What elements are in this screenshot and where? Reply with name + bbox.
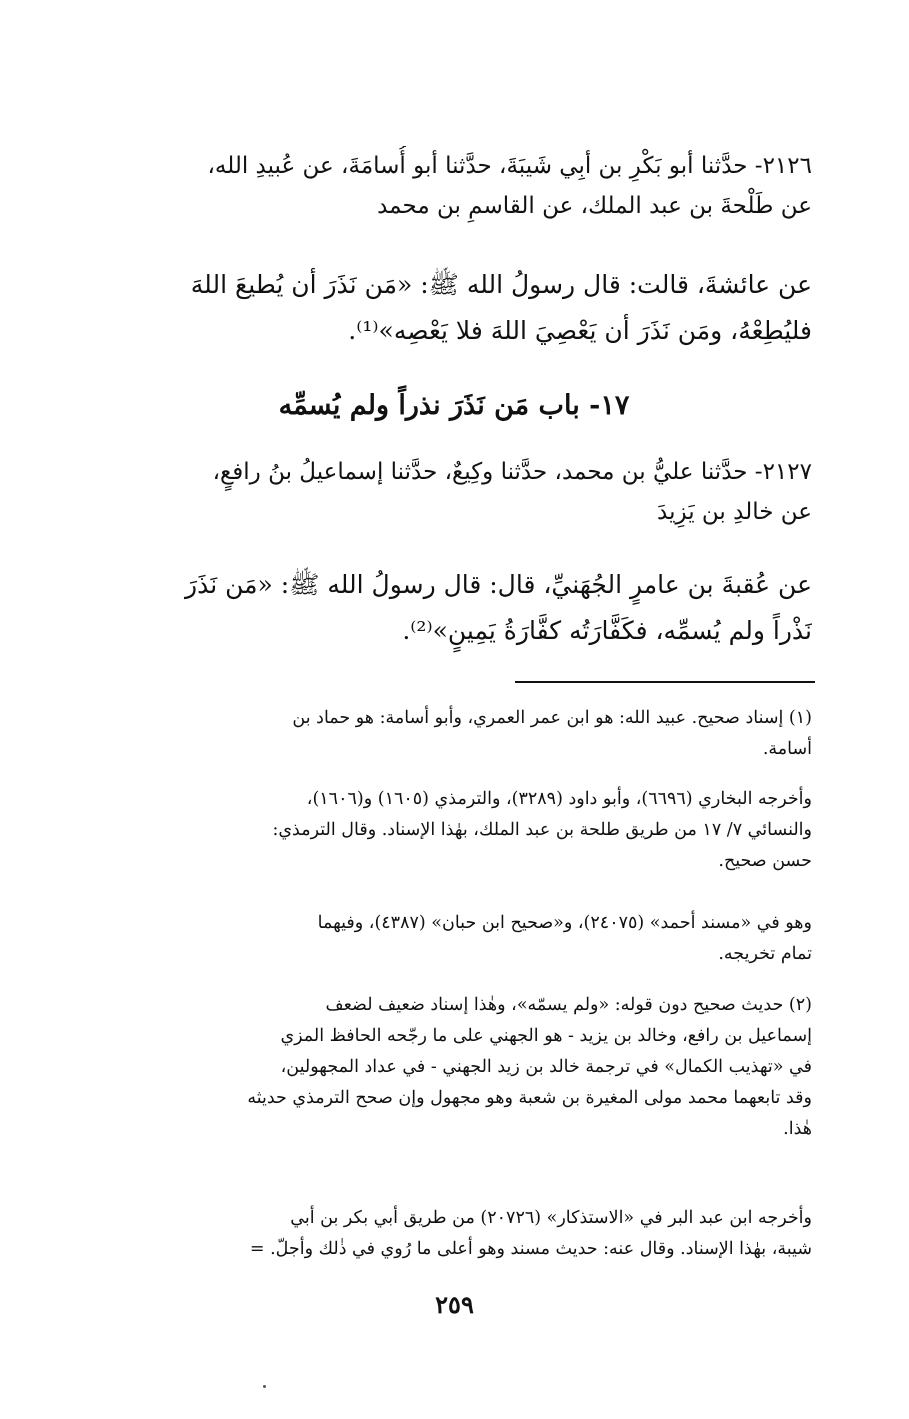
footnote-line: والنسائي ٧/ ١٧ من طريق طلحة بن عبد الملك، بهٰذا الإسناد. وقال الترمذي: [272,820,812,840]
footnote-line: تمام تخريجه. [718,944,812,964]
footnote-1-references [96,908,812,970]
footnote-2 [96,990,812,1145]
footnote-line: شيبة، بهٰذا الإسناد. وقال عنه: حديث مسند وهو أعلى ما رُوي في ذٰلك وأجلّ. = [249,1239,812,1259]
footnote-line: (١) إسناد صحيح. عبيد الله: هو ابن عمر العمري، وأبو أسامة: هو حماد بن [292,708,812,728]
footnote-line: وهو في «مسند أحمد» (٢٤٠٧٥)، و«صحيح ابن حبان» (٤٣٨٧)، وفيهما [317,913,812,933]
text-line: فليُطِعْهُ، ومَن نَذَرَ أن يَعْصِيَ اللهَ فلا يَعْصِه»⁽¹⁾. [348,316,812,345]
footnote-line: إسماعيل بن رافع، وخالد بن يزيد - هو الجهني على ما رجّحه الحافظ المزي [280,1026,812,1046]
text-line: عن عُقبةَ بن عامرٍ الجُهَنيِّ، قال: قال رسولُ الله ﷺ: «مَن نَذَرَ [185,570,812,599]
footnote-separator [515,681,815,683]
page-number: ٢٥٩ [435,1290,474,1319]
footnote-line: هٰذا. [783,1119,812,1139]
hadith-2126-matn [96,262,812,354]
footnote-1-takhrij [96,784,812,877]
text-line: عن عائشةَ، قالت: قال رسولُ الله ﷺ: «مَن نَذَرَ أن يُطيعَ اللهَ [190,270,812,299]
hadith-2127-matn [96,562,812,654]
text-line: نَذْراً ولم يُسمِّه، فكَفَّارَتُه كفَّارَةُ يَمِينٍ»⁽²⁾. [402,616,812,645]
chapter-heading: ١٧- باب مَن نَذَرَ نذراً ولم يُسمِّه [278,390,630,421]
footnote-line: وأخرجه البخاري (٦٦٩٦)، وأبو داود (٣٢٨٩)، والترمذي (١٦٠٥) و(١٦٠٦)، [306,789,812,809]
footnote-line: في «تهذيب الكمال» في ترجمة خالد بن زيد الجهني - في عداد المجهولين، [280,1057,812,1077]
text-line: ٢١٢٦- حدَّثنا أبو بَكْرِ بن أبِي شَيبَةَ، حدَّثنا أبو أُسامَةَ، عن عُبيدِ الله، [207,153,812,179]
footnote-line: وقد تابعهما محمد مولى المغيرة بن شعبة وهو مجهول وإن صحح الترمذي حديثه [247,1088,812,1108]
footnote-1 [96,703,812,765]
footnote-line: (٢) حديث صحيح دون قوله: «ولم يسمّه»، وهٰذا إسناد ضعيف لضعف [325,995,812,1015]
footnote-2-takhrij [96,1203,812,1265]
scan-speck [263,1385,266,1388]
text-line: عن خالدِ بن يَزِيدَ [657,499,812,525]
text-line: ٢١٢٧- حدَّثنا عليُّ بن محمد، حدَّثنا وكِيعٌ، حدَّثنا إسماعيلُ بنُ رافعٍ، [212,459,812,485]
footnote-line: وأخرجه ابن عبد البر في «الاستذكار» (٢٠٧٢٦) من طريق أبي بكر بن أبي [290,1208,812,1228]
hadith-2126-isnad [96,146,812,226]
text-line: عن طَلْحةَ بن عبد الملك، عن القاسمِ بن محمد [377,193,812,219]
footnote-line: أسامة. [762,739,812,759]
hadith-2127-isnad [96,452,812,532]
footnote-line: حسن صحيح. [718,851,812,871]
